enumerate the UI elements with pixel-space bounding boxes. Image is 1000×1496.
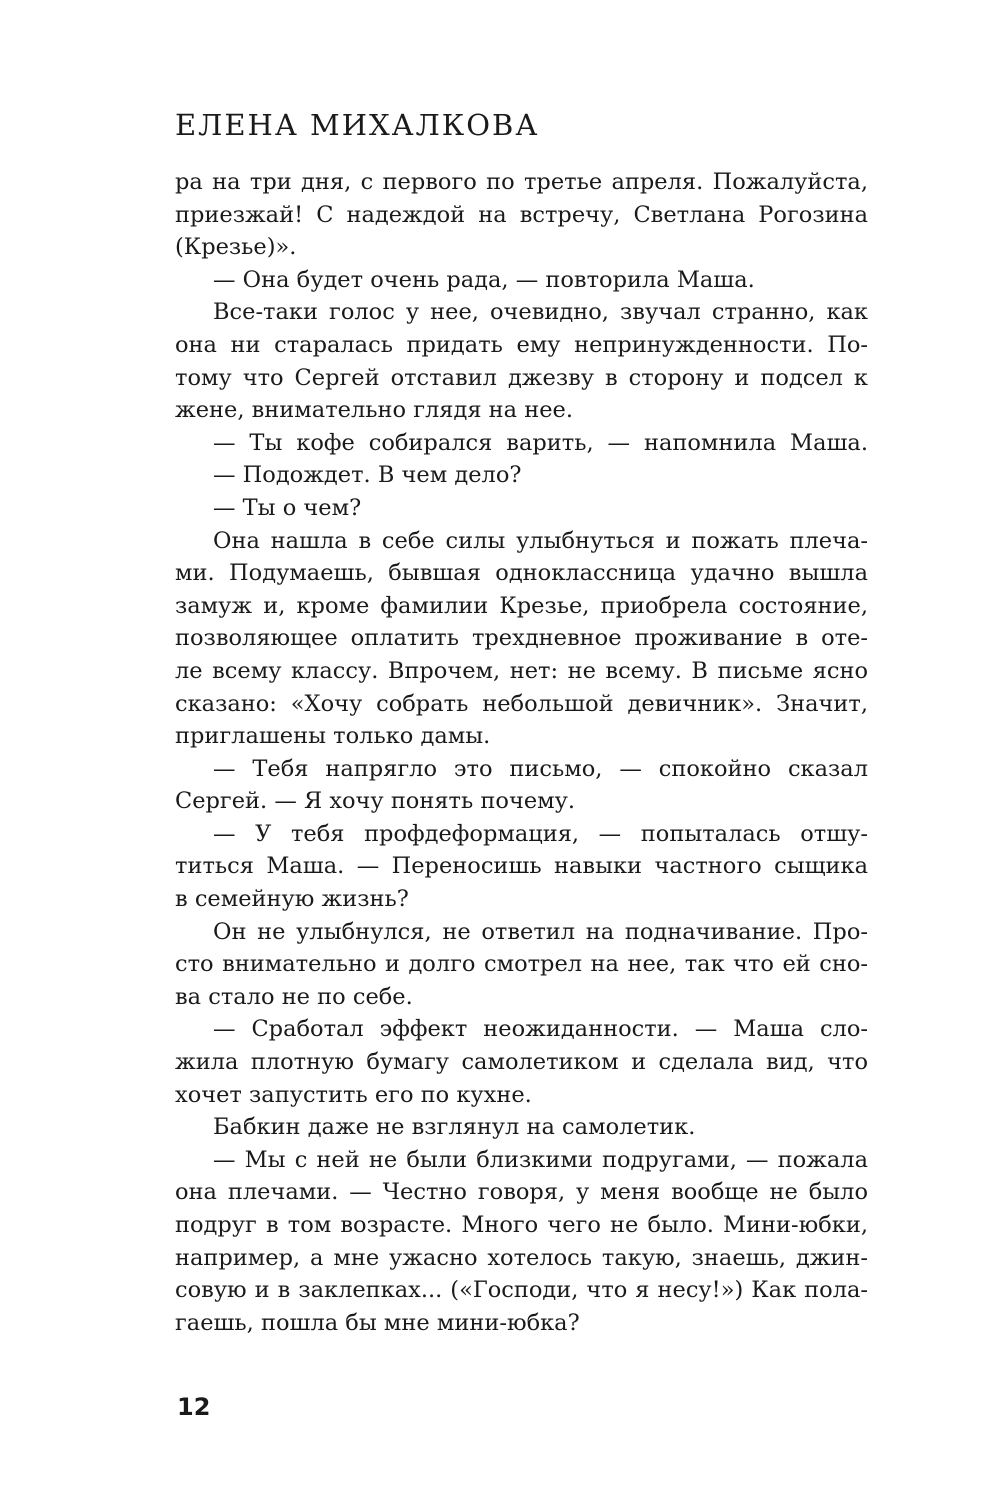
- text-line: она плечами. — Честно говоря, у меня вообще не было: [175, 1179, 868, 1206]
- text-line: ми. Подумаешь, бывшая одноклассница удачно вышла: [175, 560, 868, 587]
- running-head-author: ЕЛЕНА МИХАЛКОВА: [175, 108, 540, 142]
- text-line: приглашены только дамы.: [175, 723, 491, 750]
- text-line: ра на три дня, с первого по третье апреля. Пожалуйста,: [175, 169, 868, 195]
- text-line: — Сработал эффект неожиданности. — Маша сло-: [213, 1016, 868, 1043]
- text-line: ле всему классу. Впрочем, нет: не всему. В письме ясно: [175, 657, 868, 684]
- text-line: (Крезье)».: [175, 234, 297, 261]
- text-line: — Ты кофе собирался варить, — напомнила Маша.: [213, 429, 868, 456]
- text-line: титься Маша. — Переносишь навыки частного сыщика: [175, 853, 868, 880]
- text-line: она ни старалась придать ему непринужденности. По-: [175, 331, 868, 358]
- text-line: — Мы с ней не были близкими подругами, — пожала: [213, 1146, 868, 1173]
- text-line: хочет запустить его по кухне.: [175, 1081, 532, 1108]
- text-line: — Ты о чем?: [213, 494, 362, 521]
- text-line: совую и в заклепках... («Господи, что я несу!») Как пола-: [175, 1277, 868, 1304]
- text-line: Сергей. — Я хочу понять почему.: [175, 788, 576, 815]
- body-text: [175, 166, 868, 1339]
- text-line: — У тебя профдеформация, — попыталась отшу-: [213, 820, 868, 847]
- text-line: сказано: «Хочу собрать небольшой девичник». Значит,: [175, 690, 868, 717]
- text-line: жене, внимательно глядя на нее.: [175, 397, 574, 424]
- text-line: — Подождет. В чем дело?: [213, 462, 522, 489]
- text-line: замуж и, кроме фамилии Крезье, приобрела состояние,: [175, 592, 868, 619]
- page-number: 12: [177, 1393, 211, 1421]
- text-line: Он не улыбнулся, не ответил на подначивание. Про-: [213, 918, 868, 945]
- text-line: ва стало не по себе.: [175, 983, 413, 1010]
- text-line: тому что Сергей отставил джезву в сторону и подсел к: [175, 364, 868, 391]
- text-line: Бабкин даже не взглянул на самолетик.: [213, 1114, 696, 1141]
- text-line: Все-таки голос у нее, очевидно, звучал странно, как: [213, 299, 868, 326]
- text-line: позволяющее оплатить трехдневное проживание в оте-: [175, 625, 868, 652]
- text-line: жила плотную бумагу самолетиком и сделала вид, что: [175, 1049, 868, 1076]
- text-line: например, а мне ужасно хотелось такую, знаешь, джин-: [175, 1244, 868, 1271]
- text-line: сто внимательно и долго смотрел на нее, так что ей сно-: [175, 951, 868, 978]
- text-line: в семейную жизнь?: [175, 886, 409, 913]
- text-line: — Тебя напрягло это письмо, — спокойно сказал: [213, 755, 868, 782]
- text-line: Она нашла в себе силы улыбнуться и пожать плеча-: [213, 527, 868, 554]
- text-line: подруг в том возрасте. Много чего не было. Мини-юбки,: [175, 1212, 868, 1238]
- text-line: — Она будет очень рада, — повторила Маша.: [213, 266, 755, 293]
- text-line: приезжай! С надеждой на встречу, Светлана Рогозина: [175, 201, 868, 228]
- text-line: гаешь, пошла бы мне мини-юбка?: [175, 1309, 580, 1336]
